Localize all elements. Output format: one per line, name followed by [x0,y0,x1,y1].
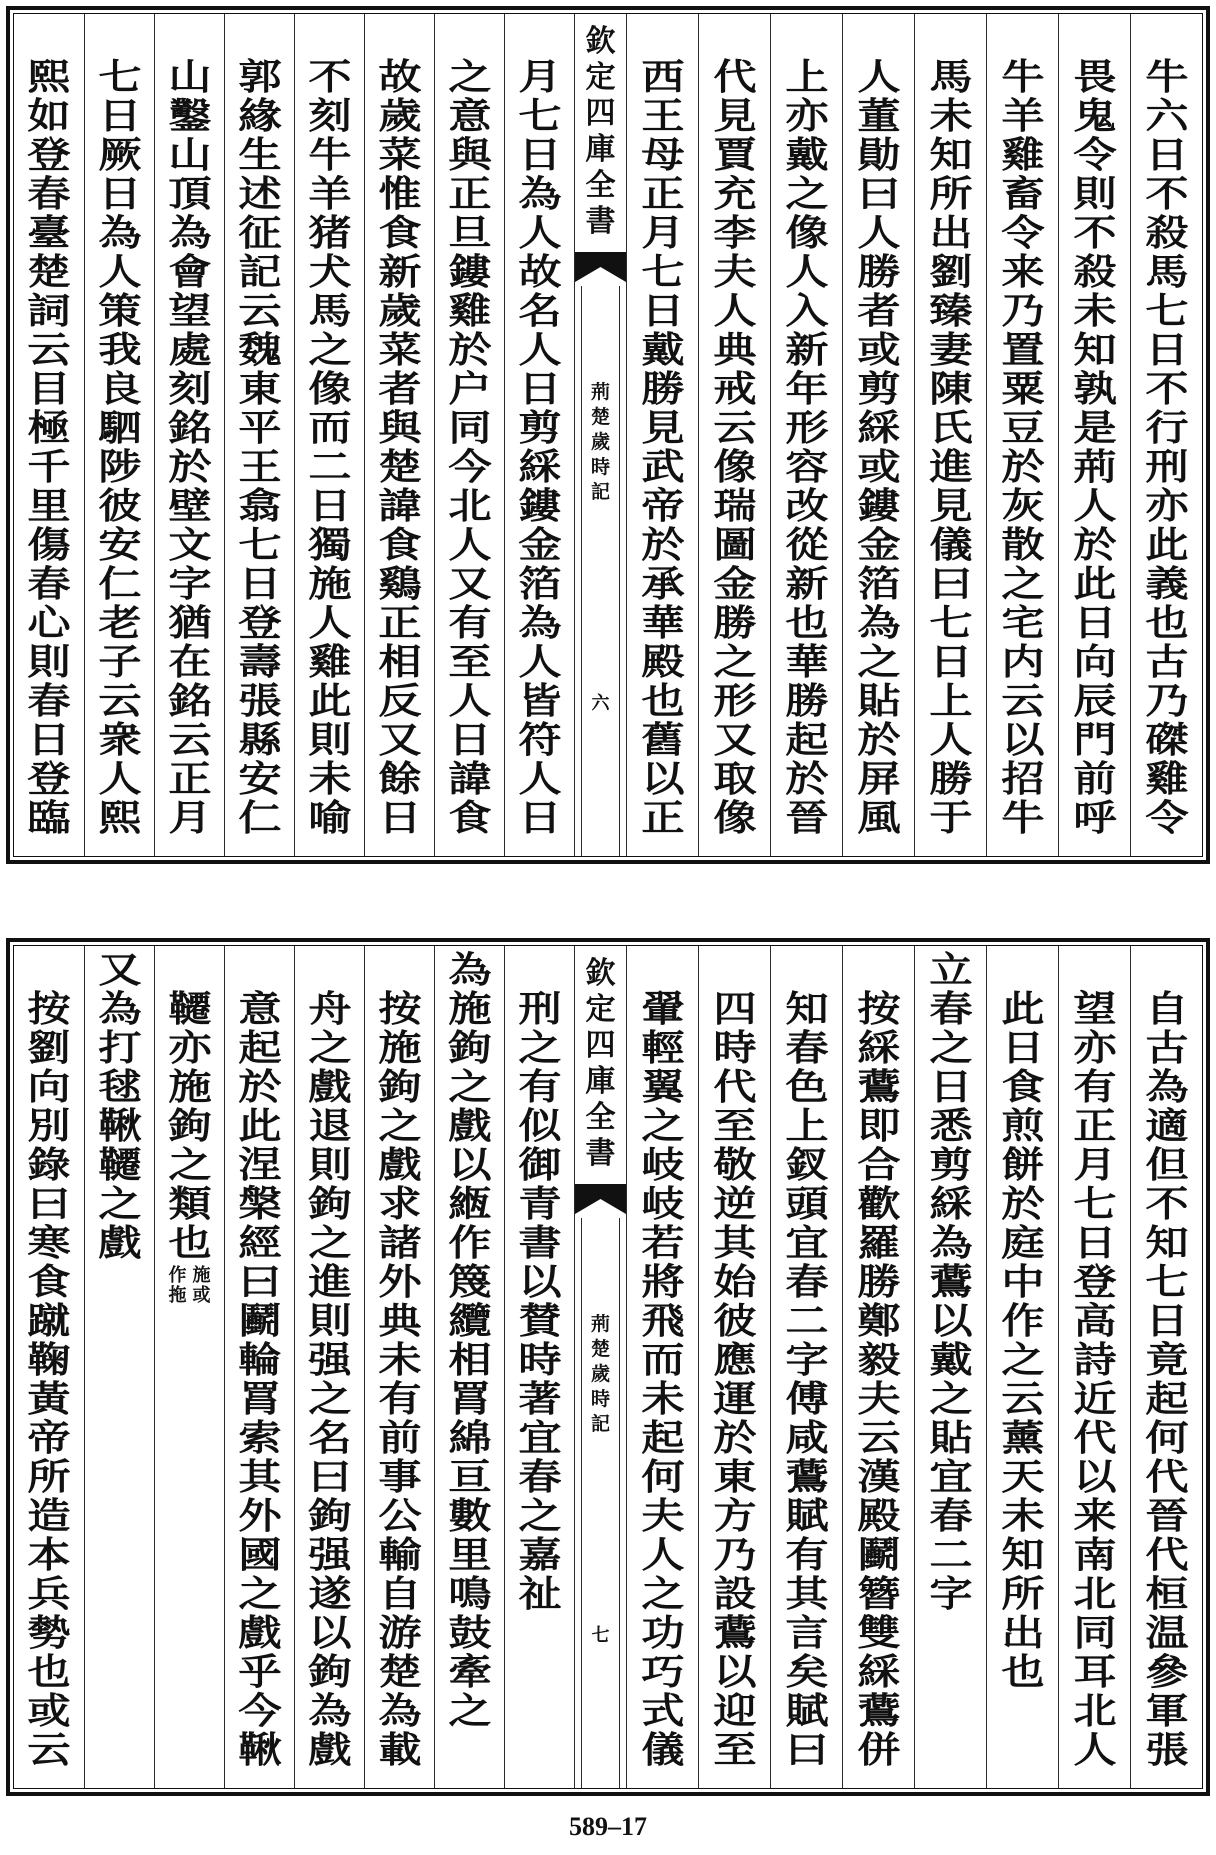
column-text: 不刻牛羊猪犬馬之像而二日獨施人雞此則未喻 [307,56,352,839]
text-column [504,946,574,1788]
column-text: 月七日為人故名人日剪綵鏤金箔為人皆符人日 [517,56,562,839]
column-text: 畏鬼令則不殺未知孰是荊人於此日向辰門前呼 [1072,56,1117,839]
text-column [294,946,364,1788]
column-text: 馬未知所出劉臻妻陳氏進見儀曰七日上人勝于 [928,56,973,839]
text-column [626,14,698,856]
book-title: 荊楚歲時記 [590,1313,610,1435]
text-column [698,14,770,856]
text-column [84,946,154,1788]
center-banner [574,14,626,856]
text-column [770,946,842,1788]
folio-number: 589–17 [569,1812,647,1841]
text-column [914,946,986,1788]
column-text: 舟之戲退則鉤之進則强之名曰鉤强遂以鉤為戲 [307,988,352,1771]
fishtail-ornament-icon [575,1184,626,1218]
column-text: 韆亦施鉤之類也 [167,988,212,1264]
column-text: 西王母正月七日戴勝見武帝於承華殿也舊以正 [640,56,685,839]
column-text: 按綵鷰即合歡羅勝鄭毅夫云漢殿鬬簪雙綵鷰併 [856,988,901,1771]
column-text: 刑之有似御青書以賛時著宜春之嘉祉 [517,988,562,1615]
text-column [154,14,224,856]
column-text: 上亦戴之像人入新年形容改從新也華勝起於晉 [784,56,829,839]
interlinear-note [168,1266,212,1306]
note-line: 作拖 [168,1265,187,1306]
text-column [1130,14,1202,856]
text-column [626,946,698,1788]
column-text: 七日厥日為人策我良駟陟彼安仁老子云衆人熙 [97,56,142,839]
text-column [842,14,914,856]
text-column [224,946,294,1788]
banner-strip [581,286,620,856]
column-text: 為施鉤之戲以緪作篾纜相罥綿亘數里鳴鼓牽之 [447,949,492,1732]
fishtail-ornament-icon [575,252,626,286]
text-column [1058,946,1130,1788]
text-column [154,946,224,1788]
column-text: 望亦有正月七日登高詩近代以来南北同耳北人 [1072,988,1117,1771]
text-column [986,946,1058,1788]
text-column [14,14,84,856]
text-column [986,14,1058,856]
column-text: 又為打毬鞦韆之戲 [97,949,142,1264]
text-column [434,14,504,856]
column-text: 人董勛曰人勝者或剪綵或鏤金箔為之貼於屏風 [856,56,901,839]
leaf-frame [13,945,1203,1789]
text-column [914,14,986,856]
text-column [364,14,434,856]
column-text: 山鑿山頂為會望處刻銘於壁文字猶在銘云正月 [167,56,212,839]
column-text: 按劉向別錄曰寒食蹴鞠黃帝所造本兵勢也或云 [27,988,71,1771]
column-text: 自古為適但不知七日竟起何代晉代桓温參軍張 [1144,988,1189,1771]
column-text: 意起於此涅槃經曰鬬輪罥索其外國之戲乎今鞦 [237,988,282,1771]
text-column [434,946,504,1788]
leaf-number: 七 [591,1625,610,1646]
text-column [698,946,770,1788]
collection-title: 欽定四庫全書 [585,24,616,239]
collection-title: 欽定四庫全書 [585,956,616,1171]
column-text: 代見賈充李夫人典戒云像瑞圖金勝之形又取像 [712,56,757,839]
column-text: 故歲菜惟食新歲菜者與楚諱食鷄正相反又餘日 [377,56,422,839]
column-text: 郭緣生述征記云魏東平王翕七日登壽張縣安仁 [237,56,282,839]
text-column [1058,14,1130,856]
center-banner [574,946,626,1788]
text-column [364,946,434,1788]
column-text: 牛六日不殺馬七日不行刑亦此義也古乃磔雞令 [1144,56,1189,839]
column-text: 按施鉤之戲求諸外典未有前事公輸自游楚為載 [377,988,422,1771]
text-column [1130,946,1202,1788]
text-column [84,14,154,856]
leaf-frame [13,13,1203,857]
banner-strip [581,1218,620,1788]
column-text: 熙如登春臺楚詞云目極千里傷春心則春日登臨 [27,56,71,839]
column-text: 牛羊雞畜令来乃置粟豆於灰散之宅内云以招牛 [1000,56,1045,839]
column-text: 之意與正旦鏤雞於户同今北人又有至人日諱食 [447,56,492,839]
leaf-number: 六 [591,693,610,714]
column-text: 翬輕翼之岐岐若將飛而未起何夫人之功巧式儀 [640,988,685,1771]
text-column [294,14,364,856]
page-leaf-upper [6,6,1210,864]
column-text: 立春之日悉剪綵為鷰以戴之貼宜春二字 [928,949,973,1615]
column-text: 此日食煎餅於庭中作之云薰天未知所出也 [1000,988,1045,1693]
text-column [504,14,574,856]
note-line: 施或 [192,1265,211,1306]
text-column [14,946,84,1788]
page-leaf-lower [6,938,1210,1796]
text-column [770,14,842,856]
book-title: 荊楚歲時記 [590,381,610,503]
text-column [842,946,914,1788]
column-text: 知春色上釵頭宜春二字傅咸鷰賦有其言矣賦曰 [784,988,829,1771]
column-text: 四時代至敬逆其始彼應運於東方乃設鷰以迎至 [712,988,757,1771]
text-column [224,14,294,856]
